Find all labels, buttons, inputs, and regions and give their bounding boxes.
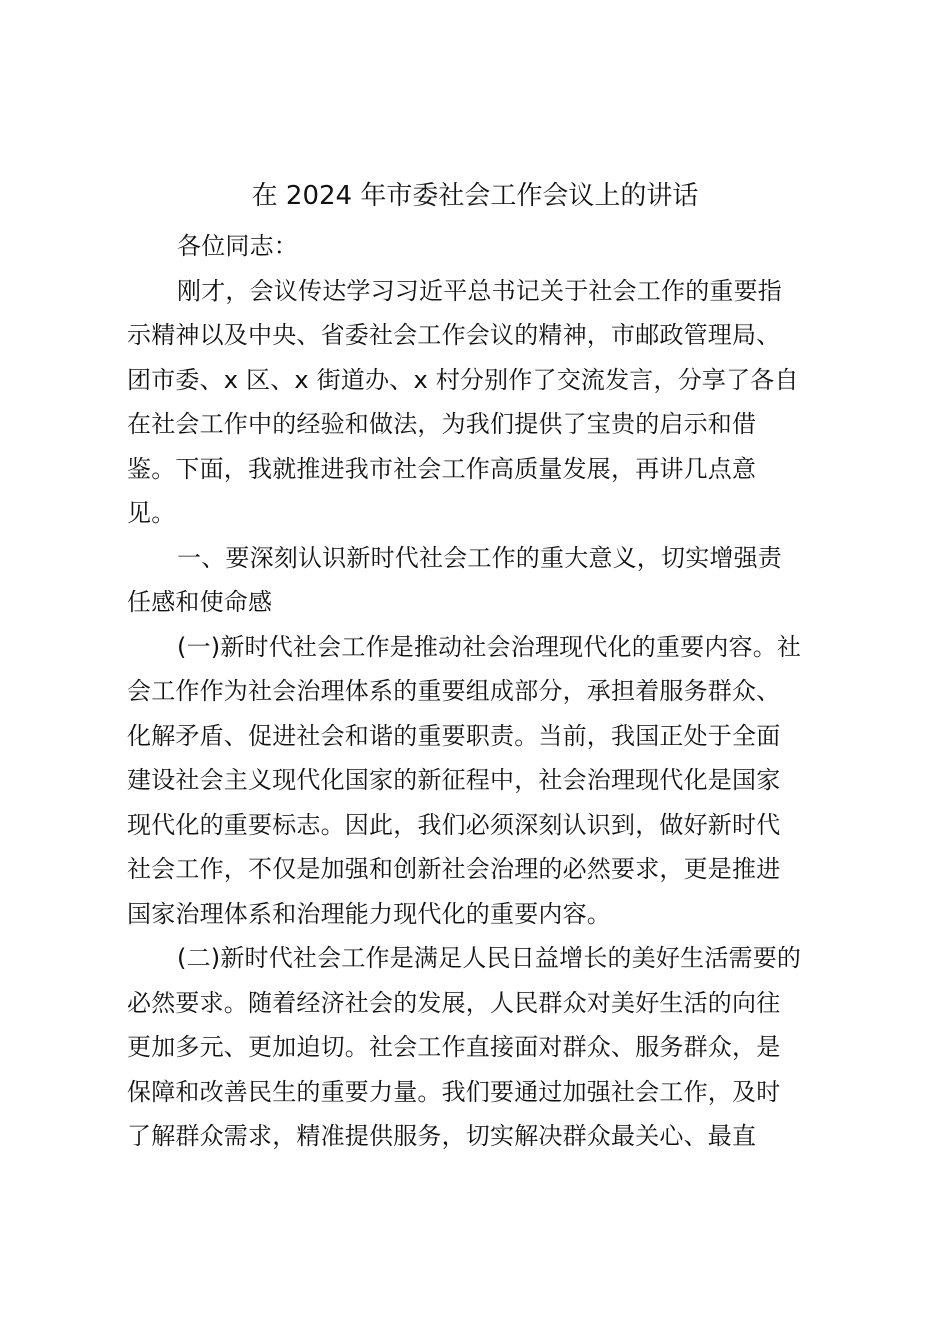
paragraph-line: 鉴。下面，我就推进我市社会工作高质量发展，再讲几点意 <box>127 454 757 483</box>
paragraph-line: 保障和改善民生的重要力量。我们要通过加强社会工作，及时 <box>127 1077 781 1106</box>
paragraph-line: 建设社会主义现代化国家的新征程中，社会治理现代化是国家 <box>127 766 781 794</box>
paragraph-line: 现代化的重要标志。因此，我们必须深刻认识到，做好新时代 <box>127 810 781 839</box>
paragraph-line: 在社会工作中的经验和做法，为我们提供了宝贵的启示和借 <box>127 410 757 438</box>
section-heading: 任感和使命感 <box>127 588 273 616</box>
paragraph-line: 刚才，会议传达学习习近平总书记关于社会工作的重要指 <box>177 276 782 305</box>
paragraph-line: 必然要求。随着经济社会的发展，人民群众对美好生活的向往 <box>127 988 781 1017</box>
paragraph-line: 团市委、x 区、x 街道办、x 村分别作了交流发言，分享了各自 <box>127 365 799 394</box>
paragraph-line: 社会工作，不仅是加强和创新社会治理的必然要求，更是推进 <box>127 855 781 883</box>
paragraph-line: 示精神以及中央、省委社会工作会议的精神，市邮政管理局、 <box>127 321 781 349</box>
document-title: 在 2024 年市委社会工作会议上的讲话 <box>251 181 699 211</box>
paragraph-line: 见。 <box>127 499 176 527</box>
paragraph-line: 会工作作为社会治理体系的重要组成部分，承担着服务群众、 <box>127 677 781 705</box>
subsection-line: (二)新时代社会工作是满足人民日益增长的美好生活需要的 <box>177 944 802 972</box>
subsection-line: (一)新时代社会工作是推动社会治理现代化的重要内容。社 <box>177 632 802 661</box>
paragraph-line: 更加多元、更加迫切。社会工作直接面对群众、服务群众，是 <box>127 1033 781 1061</box>
section-heading: 一、要深刻认识新时代社会工作的重大意义，切实增强责 <box>177 543 782 572</box>
paragraph-line: 化解矛盾、促进社会和谐的重要职责。当前，我国正处于全面 <box>127 721 781 750</box>
document-body <box>127 224 827 1159</box>
paragraph-line: 了解群众需求，精准提供服务，切实解决群众最关心、最直 <box>127 1122 757 1150</box>
paragraph-line: 国家治理体系和治理能力现代化的重要内容。 <box>127 899 611 928</box>
salutation: 各位同志： <box>177 232 298 260</box>
